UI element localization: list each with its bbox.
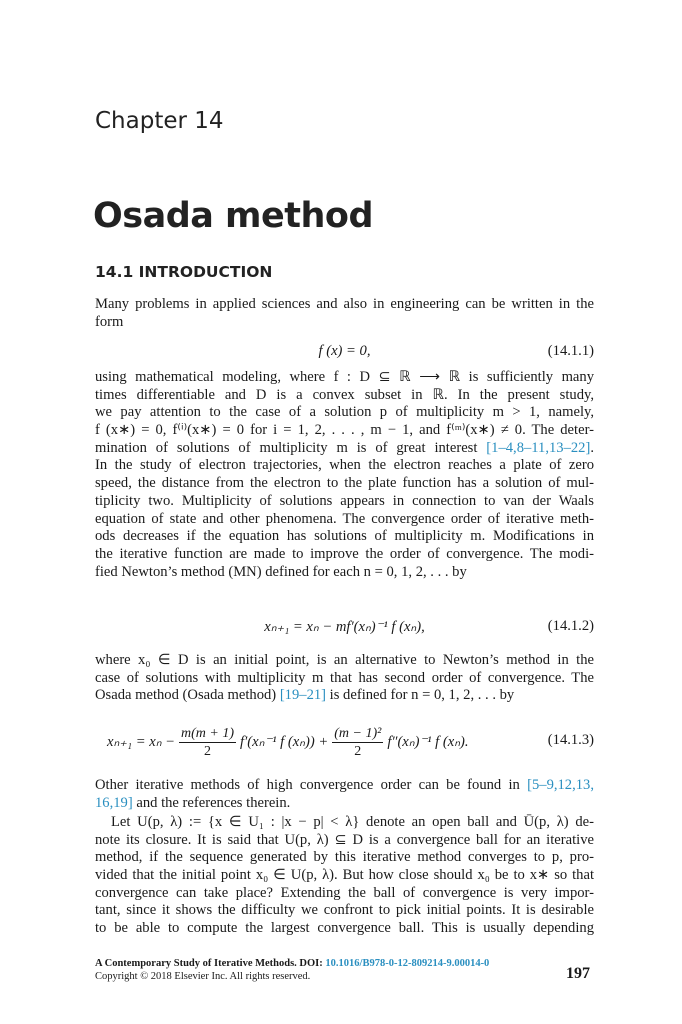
text-segment: mination of solutions of multiplicity m is of great interest: [95, 439, 487, 456]
text-line: [95, 814, 594, 832]
paragraph-multiplicity: [95, 369, 594, 581]
copyright: Copyright © 2018 Elsevier Inc. All rights reserved.: [95, 971, 311, 982]
text-segment: where x₀ ∈ D is an initial point, is an alternative to Newton’s method in the: [95, 652, 594, 668]
text-segment: f (x∗) = 0, f⁽ⁱ⁾(x∗) = 0 for i = 1, 2, . . . , m − 1, and f⁽ᵐ⁾(x∗) ≠ 0. The deter-: [95, 422, 594, 439]
text-segment: method, if the sequence generated by this iterative method converges to p, pro-: [95, 849, 594, 866]
chapter-title: Osada method: [93, 196, 374, 236]
equation-number: (14.1.2): [547, 618, 594, 634]
text-segment: case of solutions with multiplicity m that has second order of convergence. The: [95, 669, 594, 686]
citation-link[interactable]: [19–21]: [279, 687, 327, 704]
text-line: [95, 832, 594, 850]
text-segment: convergence can take place? Extending the ball of convergence is very impor-: [95, 884, 594, 901]
text-line: [95, 511, 594, 529]
equation-number: (14.1.3): [547, 732, 594, 748]
page-number: 197: [566, 965, 590, 982]
citation-link[interactable]: [5–9,12,13,: [527, 777, 594, 793]
text-segment: the iterative function are made to improve the order of convergence. The modi-: [95, 545, 594, 562]
fraction: [179, 725, 236, 760]
equation-rhs: f″(xₙ)⁻¹ f (xₙ).: [387, 734, 469, 750]
text-line: [95, 404, 594, 422]
text-segment: Osada method (Osada method): [95, 687, 280, 704]
book-title: A Contemporary Study of Iterative Methods. DOI:: [95, 958, 326, 969]
paragraph-other-methods: [95, 777, 594, 812]
equation-body: xₙ₊₁ = xₙ − mf′(xₙ)⁻¹ f (xₙ),: [264, 619, 425, 635]
text-line: [95, 314, 594, 332]
doi-link[interactable]: 10.1016/B978-0-12-809214-9.00014-0: [325, 958, 490, 969]
text-segment: note its closure. It is said that U(p, λ) ⊆ D is a convergence ball for an iterative: [95, 831, 594, 848]
text-segment: we pay attention to the case of a solution p of multiplicity m > 1, namely,: [95, 404, 594, 421]
equation-lhs: xₙ₊₁ = xₙ −: [107, 734, 176, 750]
text-line: [95, 457, 594, 475]
footer-book-info: [95, 958, 489, 969]
equation-number: (14.1.1): [547, 343, 594, 359]
text-line: [95, 795, 594, 813]
text-line: [95, 920, 594, 938]
text-segment: tant, since it shows the difficulty we confront to pick initial points. It is desirable: [95, 902, 594, 919]
text-line: [95, 867, 594, 885]
text-line: [95, 440, 594, 458]
text-segment: fied Newton’s method (MN) defined for each n = 0, 1, 2, . . . by: [95, 563, 467, 580]
numerator: (m − 1)²: [334, 725, 382, 741]
text-line: [95, 387, 594, 405]
text-segment: tiplicity two. Multiplicity of solutions appears in connection to van der Waals: [95, 492, 594, 509]
paragraph-osada: [95, 652, 594, 705]
text-line: [95, 422, 594, 440]
numerator: m(m + 1): [181, 725, 235, 741]
equation-14-1-3: [95, 722, 594, 762]
text-line: [95, 670, 594, 688]
equation-14-1-1: [95, 343, 594, 363]
text-segment: .: [590, 439, 594, 456]
text-segment: Let U(p, λ) := {x ∈ U₁ : |x − p| < λ} denote an open ball and Ū(p, λ) de-: [111, 814, 594, 830]
text-line: [95, 564, 594, 582]
denominator: 2: [204, 743, 212, 759]
text-segment: speed, the distance from the electron to the plate function has a solution of mul-: [95, 475, 594, 492]
text-line: [95, 493, 594, 511]
text-line: [95, 296, 594, 314]
text-segment: Many problems in applied sciences and also in engineering can be written in the: [95, 296, 594, 312]
text-segment: ods decreases if the equation has solutions of multiplicity m. Modifications in: [95, 528, 594, 545]
text-segment: vided that the initial point x₀ ∈ U(p, λ). But how close should x₀ be to x∗ so that: [95, 867, 594, 884]
text-segment: form: [95, 313, 124, 330]
text-line: [95, 528, 594, 546]
text-line: [95, 849, 594, 867]
text-segment: to be able to compute the largest convergence ball. This is usually depending: [95, 920, 594, 937]
equation-14-1-2: [95, 618, 594, 638]
equation-mid: f′(xₙ⁻¹ f (xₙ)) +: [240, 734, 329, 750]
text-segment: and the references therein.: [132, 794, 291, 811]
text-line: [95, 652, 594, 670]
chapter-label: Chapter 14: [95, 108, 224, 134]
fraction: [332, 725, 383, 760]
text-segment: Other iterative methods of high convergence order can be found in: [95, 777, 528, 793]
text-line: [95, 687, 594, 705]
text-segment: equation of state and other phenomena. The convergence order of iterative meth-: [95, 510, 594, 527]
citation-link[interactable]: 16,19]: [95, 794, 133, 811]
section-heading: 14.1 INTRODUCTION: [95, 263, 273, 281]
text-line: [95, 885, 594, 903]
text-line: [95, 546, 594, 564]
text-line: [95, 777, 594, 795]
denominator: 2: [354, 743, 362, 759]
equation-body: f (x) = 0,: [318, 343, 371, 359]
text-segment: using mathematical modeling, where f : D ⊆ ℝ ⟶ ℝ is sufficiently many: [95, 369, 594, 385]
text-line: [95, 369, 594, 387]
paragraph-convergence-ball: [95, 814, 594, 938]
text-line: [95, 475, 594, 493]
citation-link[interactable]: [1–4,8–11,13–22]: [486, 439, 591, 456]
text-line: [95, 902, 594, 920]
text-segment: times differentiable and D is a convex subset in ℝ. In the present study,: [95, 386, 594, 403]
paragraph-intro: [95, 296, 594, 331]
text-segment: In the study of electron trajectories, when the electron reaches a plate of zero: [95, 457, 594, 474]
text-segment: is defined for n = 0, 1, 2, . . . by: [326, 687, 515, 704]
